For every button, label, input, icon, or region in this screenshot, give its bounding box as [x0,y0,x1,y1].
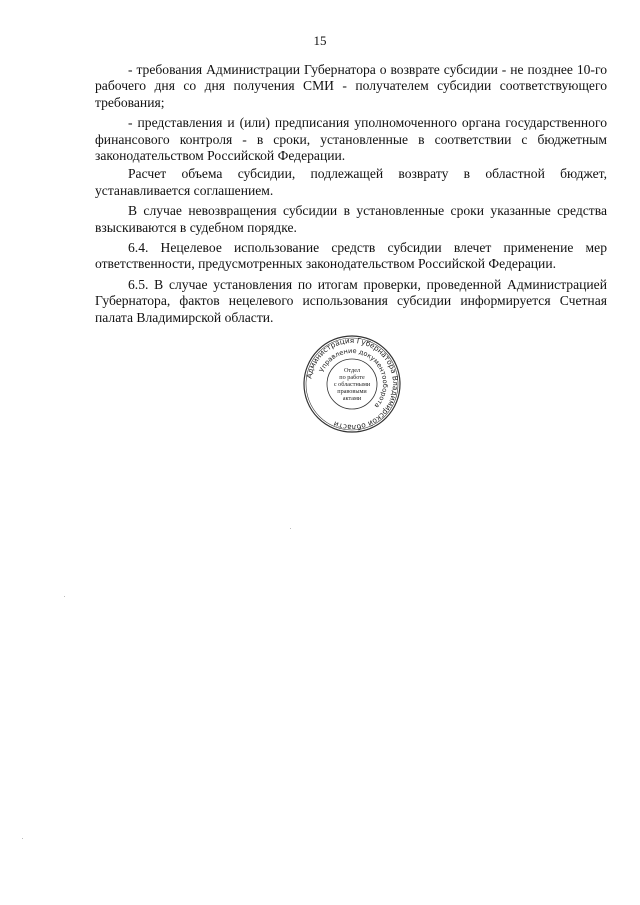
stamp-inner-text: Управление документооборота [317,346,390,410]
paragraph: В случае невозвращения субсидии в установленные сроки указанные средства взыскиваются в судебном порядке. [95,203,607,235]
paragraph: - требования Администрации Губернатора о возврате субсидии - не позднее 10-го рабочего дня со дня получения СМИ - получателем субсидии соответствующего требования; [95,62,607,110]
scan-speck [64,596,65,597]
document-body [95,62,607,330]
paragraph: - представления и (или) предписания уполномоченного органа государственного финансового контроля - в сроки, установленные в соответствии с бюджетным законодательством Российской Федерации. [95,115,607,164]
paragraph: Расчет объема субсидии, подлежащей возврату в областной бюджет, устанавливается соглашением. [95,166,607,198]
stamp-center-line: с областными [333,381,371,388]
paragraph: 6.4. Нецелевое использование средств субсидии влечет применение мер ответственности, предусмотренных законодательством Российской Федерации. [95,240,607,272]
stamp-outer-text: Администрация Губернатора Владимирской области [304,335,401,433]
paragraph: 6.5. В случае установления по итогам проверки, проведенной Администрацией Губернатора, фактов нецелевого использования субсидии информируется Счетная палата Владимирской области. [95,276,607,325]
official-stamp [302,334,402,434]
stamp-center-line: актами [342,395,362,402]
scan-speck [22,838,23,839]
scan-speck [290,528,291,529]
stamp-center-line: Отдел [343,367,361,374]
stamp-center-line: правовыми [337,388,367,395]
stamp-center-line: по работе [339,374,365,381]
page-number: 15 [313,33,327,48]
